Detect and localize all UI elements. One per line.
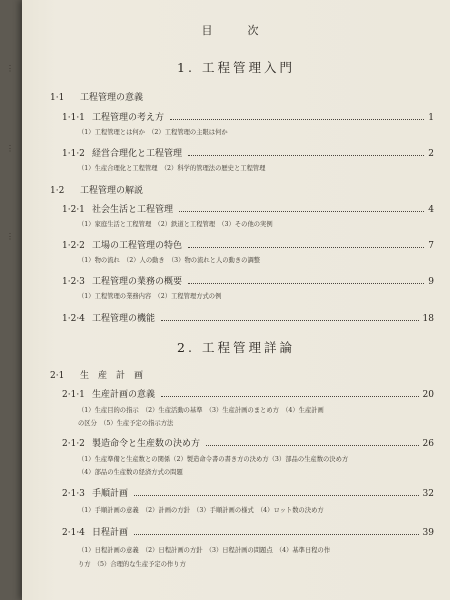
subsection-1-1-2 [62, 146, 434, 159]
subsection-label: 日程計画 [92, 528, 129, 538]
subsection-detail: り方 （5）合理的な生産予定の作り方 [78, 561, 186, 568]
dot-leader [161, 395, 419, 397]
section-label: 工程管理の解説 [80, 186, 144, 196]
subsection-detail: （4）部品の生産数の経済方式の問題 [78, 469, 183, 476]
subsection-number: 1·2·1 [62, 205, 85, 215]
section-number: 2·1 [50, 371, 65, 381]
subsection-number: 2·1·1 [62, 390, 85, 400]
subsection-number: 2·1·4 [62, 528, 85, 538]
subsection-detail: （1）物の流れ （2）人の動き （3）物の流れと人の動きの調整 [78, 257, 261, 264]
subsection-2-1-4 [62, 525, 434, 538]
subsection-detail: （1）工程管理の業務内容 （2）工程管理方式の例 [78, 293, 222, 300]
subsection-label: 経営合理化と工程管理 [92, 149, 183, 159]
subsection-number: 1·1·1 [62, 113, 85, 123]
subsection-detail: （1）手順計画の意義 （2）計画の方針 （3）手順計画の様式 （4）ロット数の決め方 [78, 507, 324, 514]
page-number: 20 [422, 390, 434, 400]
adjacent-page-edge [0, 0, 22, 600]
edge-glyph: ⋮ [6, 144, 14, 153]
subsection-label: 手順計画 [92, 489, 129, 499]
dot-leader [170, 118, 424, 120]
subsection-label: 工場の工程管理の特色 [92, 241, 183, 251]
section-1-2 [50, 183, 143, 196]
section-2-1 [50, 368, 143, 381]
toc-title: 目 次 [201, 24, 271, 37]
subsection-label: 工程管理の機能 [92, 314, 156, 324]
page-number: 7 [428, 241, 434, 251]
dot-leader [134, 494, 419, 496]
subsection-label: 生産計画の意義 [92, 390, 156, 400]
book-page [22, 0, 450, 600]
section-label: 工程管理の意義 [80, 93, 144, 103]
subsection-detail: （1）生産目的の指示 （2）生産活動の基準 （3）生産計画のまとめ方 （4）生産計画 [78, 407, 324, 414]
subsection-2-1-2 [62, 436, 434, 449]
subsection-detail: （1）生産準備と生産数との関係（2）製造命令書の書き方の決め方（3）部品の生産数の決め方 [78, 456, 349, 463]
subsection-number: 1·2·2 [62, 241, 85, 251]
subsection-label: 工程管理の業務の概要 [92, 277, 183, 287]
dot-leader [188, 154, 424, 156]
subsection-2-1-3 [62, 486, 434, 499]
dot-leader [188, 246, 424, 248]
section-label: 生 産 計 画 [80, 371, 144, 381]
part1-heading: 1. 工程管理入門 [177, 60, 295, 75]
subsection-2-1-1 [62, 387, 434, 400]
subsection-label: 工程管理の考え方 [92, 113, 165, 123]
dot-leader [206, 444, 419, 446]
page-number: 2 [428, 149, 434, 159]
dot-leader [188, 282, 424, 284]
subsection-detail: （1）工程管理とは何か （2）工程管理の主眼は何か [78, 129, 228, 136]
subsection-1-2-4 [62, 311, 434, 324]
page-number: 4 [428, 205, 434, 215]
subsection-label: 製造命令と生産数の決め方 [92, 439, 201, 449]
subsection-detail: の区分 （5）生産予定の指示方法 [78, 420, 174, 427]
page-number: 26 [422, 439, 434, 449]
subsection-detail: （1）家庭生活と工程管理 （2）鉄道と工程管理 （3）その他の実例 [78, 221, 273, 228]
subsection-1-2-1 [62, 202, 434, 215]
subsection-number: 1·2·4 [62, 314, 85, 324]
page-number: 1 [428, 113, 434, 123]
section-number: 1·1 [50, 93, 65, 103]
dot-leader [134, 533, 419, 535]
dot-leader [161, 319, 419, 321]
page-number: 18 [422, 314, 434, 324]
edge-glyph: ⋮ [6, 232, 14, 241]
page-number: 32 [422, 489, 434, 499]
dot-leader [179, 210, 424, 212]
subsection-number: 1·1·2 [62, 149, 85, 159]
subsection-number: 2·1·2 [62, 439, 85, 449]
subsection-detail: （1）生産合理化と工程管理 （2）科学的管理法の歴史と工程管理 [78, 165, 266, 172]
subsection-label: 社会生活と工程管理 [92, 205, 174, 215]
section-1-1 [50, 90, 143, 103]
subsection-1-2-2 [62, 238, 434, 251]
subsection-number: 2·1·3 [62, 489, 85, 499]
subsection-1-2-3 [62, 274, 434, 287]
subsection-1-1-1 [62, 110, 434, 123]
subsection-detail: （1）日程計画の意義 （2）日程計画の方針 （3）日程計画の問題点 （4）基準日程の作 [78, 547, 331, 554]
section-number: 1·2 [50, 186, 65, 196]
subsection-number: 1·2·3 [62, 277, 85, 287]
page-number: 39 [422, 528, 434, 538]
page-number: 9 [428, 277, 434, 287]
edge-glyph: ⋮ [6, 64, 14, 73]
part2-heading: 2. 工程管理詳論 [177, 340, 295, 355]
